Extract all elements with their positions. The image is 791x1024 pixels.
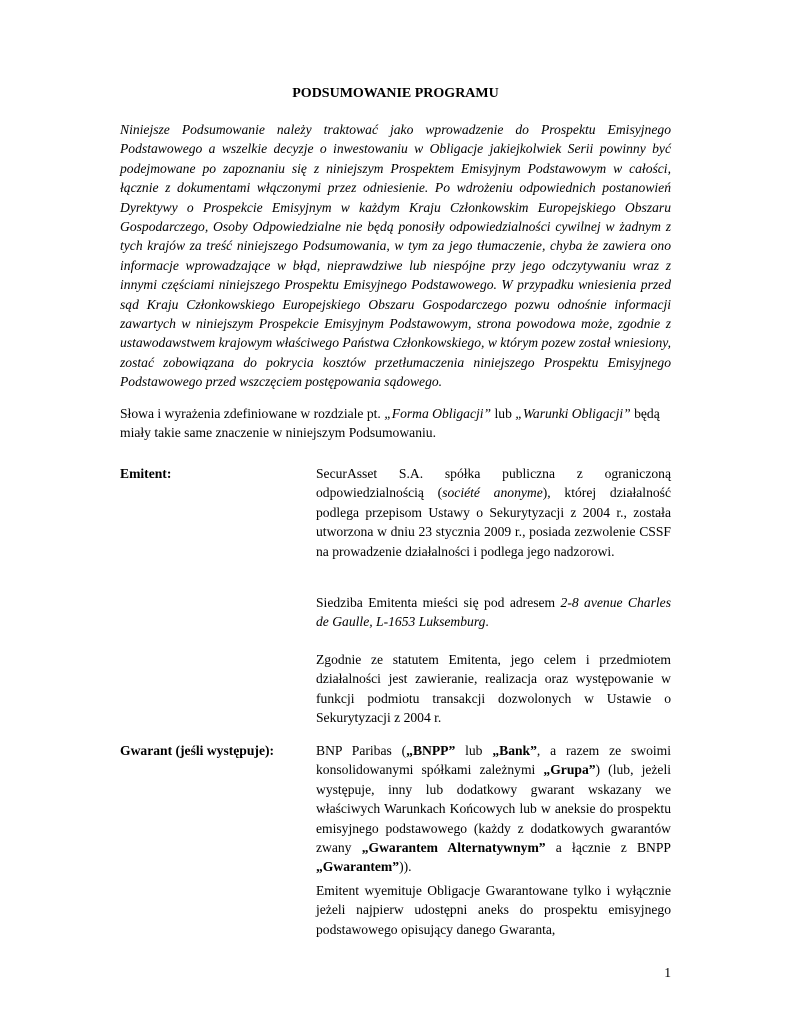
gwarant-term-alternatywny: „Gwarantem Alternatywnym” <box>361 840 546 856</box>
intro-paragraph: Niniejsze Podsumowanie należy traktować jako wprowadzenie do Prospektu Emisyjnego Podstawowego a wszelkie decyzje o inwestowaniu w Obligacje jakiejkolwiek Serii powinny być podejmowane po zapoznaniu się z niniejszym Prospektem Emisyjnym Podstawowym w całości, łącznie z dokumentami włączonymi przez odniesienie. Po wdrożeniu odpowiednich postanowień Dyrektywy o Prospekcie Emisyjnym w każdym Kraju Członkowskim Europejskiego Obszaru Gospodarczego, Osoby Odpowiedzialne nie będą ponosiły odpowiedzialności cywilnej w żadnym z tych krajów za treść niniejszego Podsumowania, w tym za jego tłumaczenie, chyba że zawiera ono informacje wprowadzające w błąd, nieprawdziwe lub niespójne przy jego odczytywaniu wraz z innymi częściami niniejszego Prospektu Emisyjnego Podstawowego. W przypadku wniesienia przed sąd Kraju Członkowskiego Europejskiego Obszaru Gospodarczego pozwu odnośnie informacji zawartych w niniejszym Prospekcie Emisyjnym Podstawowym, strona powodowa może, zgodnie z ustawodawstwem krajowym właściwego Państwa Członkowskiego, w którym pozew został wniesiony, zostać zobowiązana do pokrycia kosztów przetłumaczenia niniejszego Prospektu Emisyjnego Podstawowego przed wszczęciem postępowania sądowego. <box>120 122 671 390</box>
gwarant-paragraph-1 <box>316 741 671 877</box>
definitions-term-forma: „Forma Obligacji” <box>384 406 492 421</box>
gwarant-text-f: )). <box>399 859 412 875</box>
page-title: PODSUMOWANIE PROGRAMU <box>292 86 499 101</box>
gwarant-term-bank: „Bank” <box>492 743 537 758</box>
emitent-address: 2-8 avenue Charles de Gaulle, L-1653 Luksemburg <box>316 595 671 630</box>
emitent-paragraph-2 <box>316 593 671 632</box>
gwarant-term-bnpp: „BNPP” <box>406 743 456 758</box>
emitent-paragraph-3: Zgodnie ze statutem Emitenta, jego celem i przedmiotem działalności jest zawieranie, realizacja oraz występowanie w funkcji podmiotu transakcji dozwolonych w Ustawie o Sekurytyzacji z 2004 r. <box>316 652 671 726</box>
emitent-paragraph-1 <box>316 464 671 561</box>
emitent-label: Emitent: <box>120 466 172 481</box>
definitions-term-warunki: „Warunki Obligacji” <box>515 406 631 421</box>
gwarant-text-e: a łącznie z BNPP <box>545 840 671 856</box>
emitent-term-societe: société anonyme <box>442 485 543 501</box>
gwarant-text-a: BNP Paribas ( <box>316 743 407 758</box>
emitent-text-b: ), której działalność podlega przepisom Ustawy o Sekurytyzacji z 2004 r., została utworzona w dniu 23 stycznia 2009 r., posiada zezwolenie CSSF na prowadzenie działalności i podlega jego nadzorowi. <box>316 485 671 559</box>
emitent-address-end: . <box>485 614 489 630</box>
gwarant-text-b: lub <box>455 743 493 758</box>
emitent-text-a: SecurAsset S.A. spółka publiczna z ograniczoną odpowiedzialnością ( <box>316 466 671 501</box>
definitions-text-before: Słowa i wyrażenia zdefiniowane w rozdziale pt. <box>120 406 385 421</box>
gwarant-paragraph-2: Emitent wyemituje Obligacje Gwarantowane tylko i wyłącznie jeżeli najpierw udostępni aneks do prospektu emisyjnego podstawowego opisujący danego Gwaranta, <box>316 883 671 937</box>
gwarant-text-c: , a razem ze swoimi konsolidowanymi spółkami zależnymi <box>316 743 672 778</box>
gwarant-term-grupa: „Grupa” <box>543 762 596 778</box>
gwarant-text-d: ) (lub, jeżeli występuje, inny lub dodatkowy gwarant wskazany we właściwych Warunkach Końcowych lub w aneksie do prospektu emisyjnego podstawowego (każdy z dodatkowych gwarantów zwany <box>316 762 671 856</box>
definitions-paragraph <box>120 404 671 443</box>
gwarant-label: Gwarant (jeśli występuje): <box>120 743 275 758</box>
gwarant-term-gwarant: „Gwarantem” <box>316 859 400 875</box>
definitions-text-after: będą miały takie same znaczenie w niniejszym Podsumowaniu. <box>120 406 660 441</box>
page-number: 1 <box>664 965 671 980</box>
definitions-text-middle: lub <box>491 406 516 421</box>
emitent-address-intro: Siedziba Emitenta mieści się pod adresem <box>316 595 561 610</box>
